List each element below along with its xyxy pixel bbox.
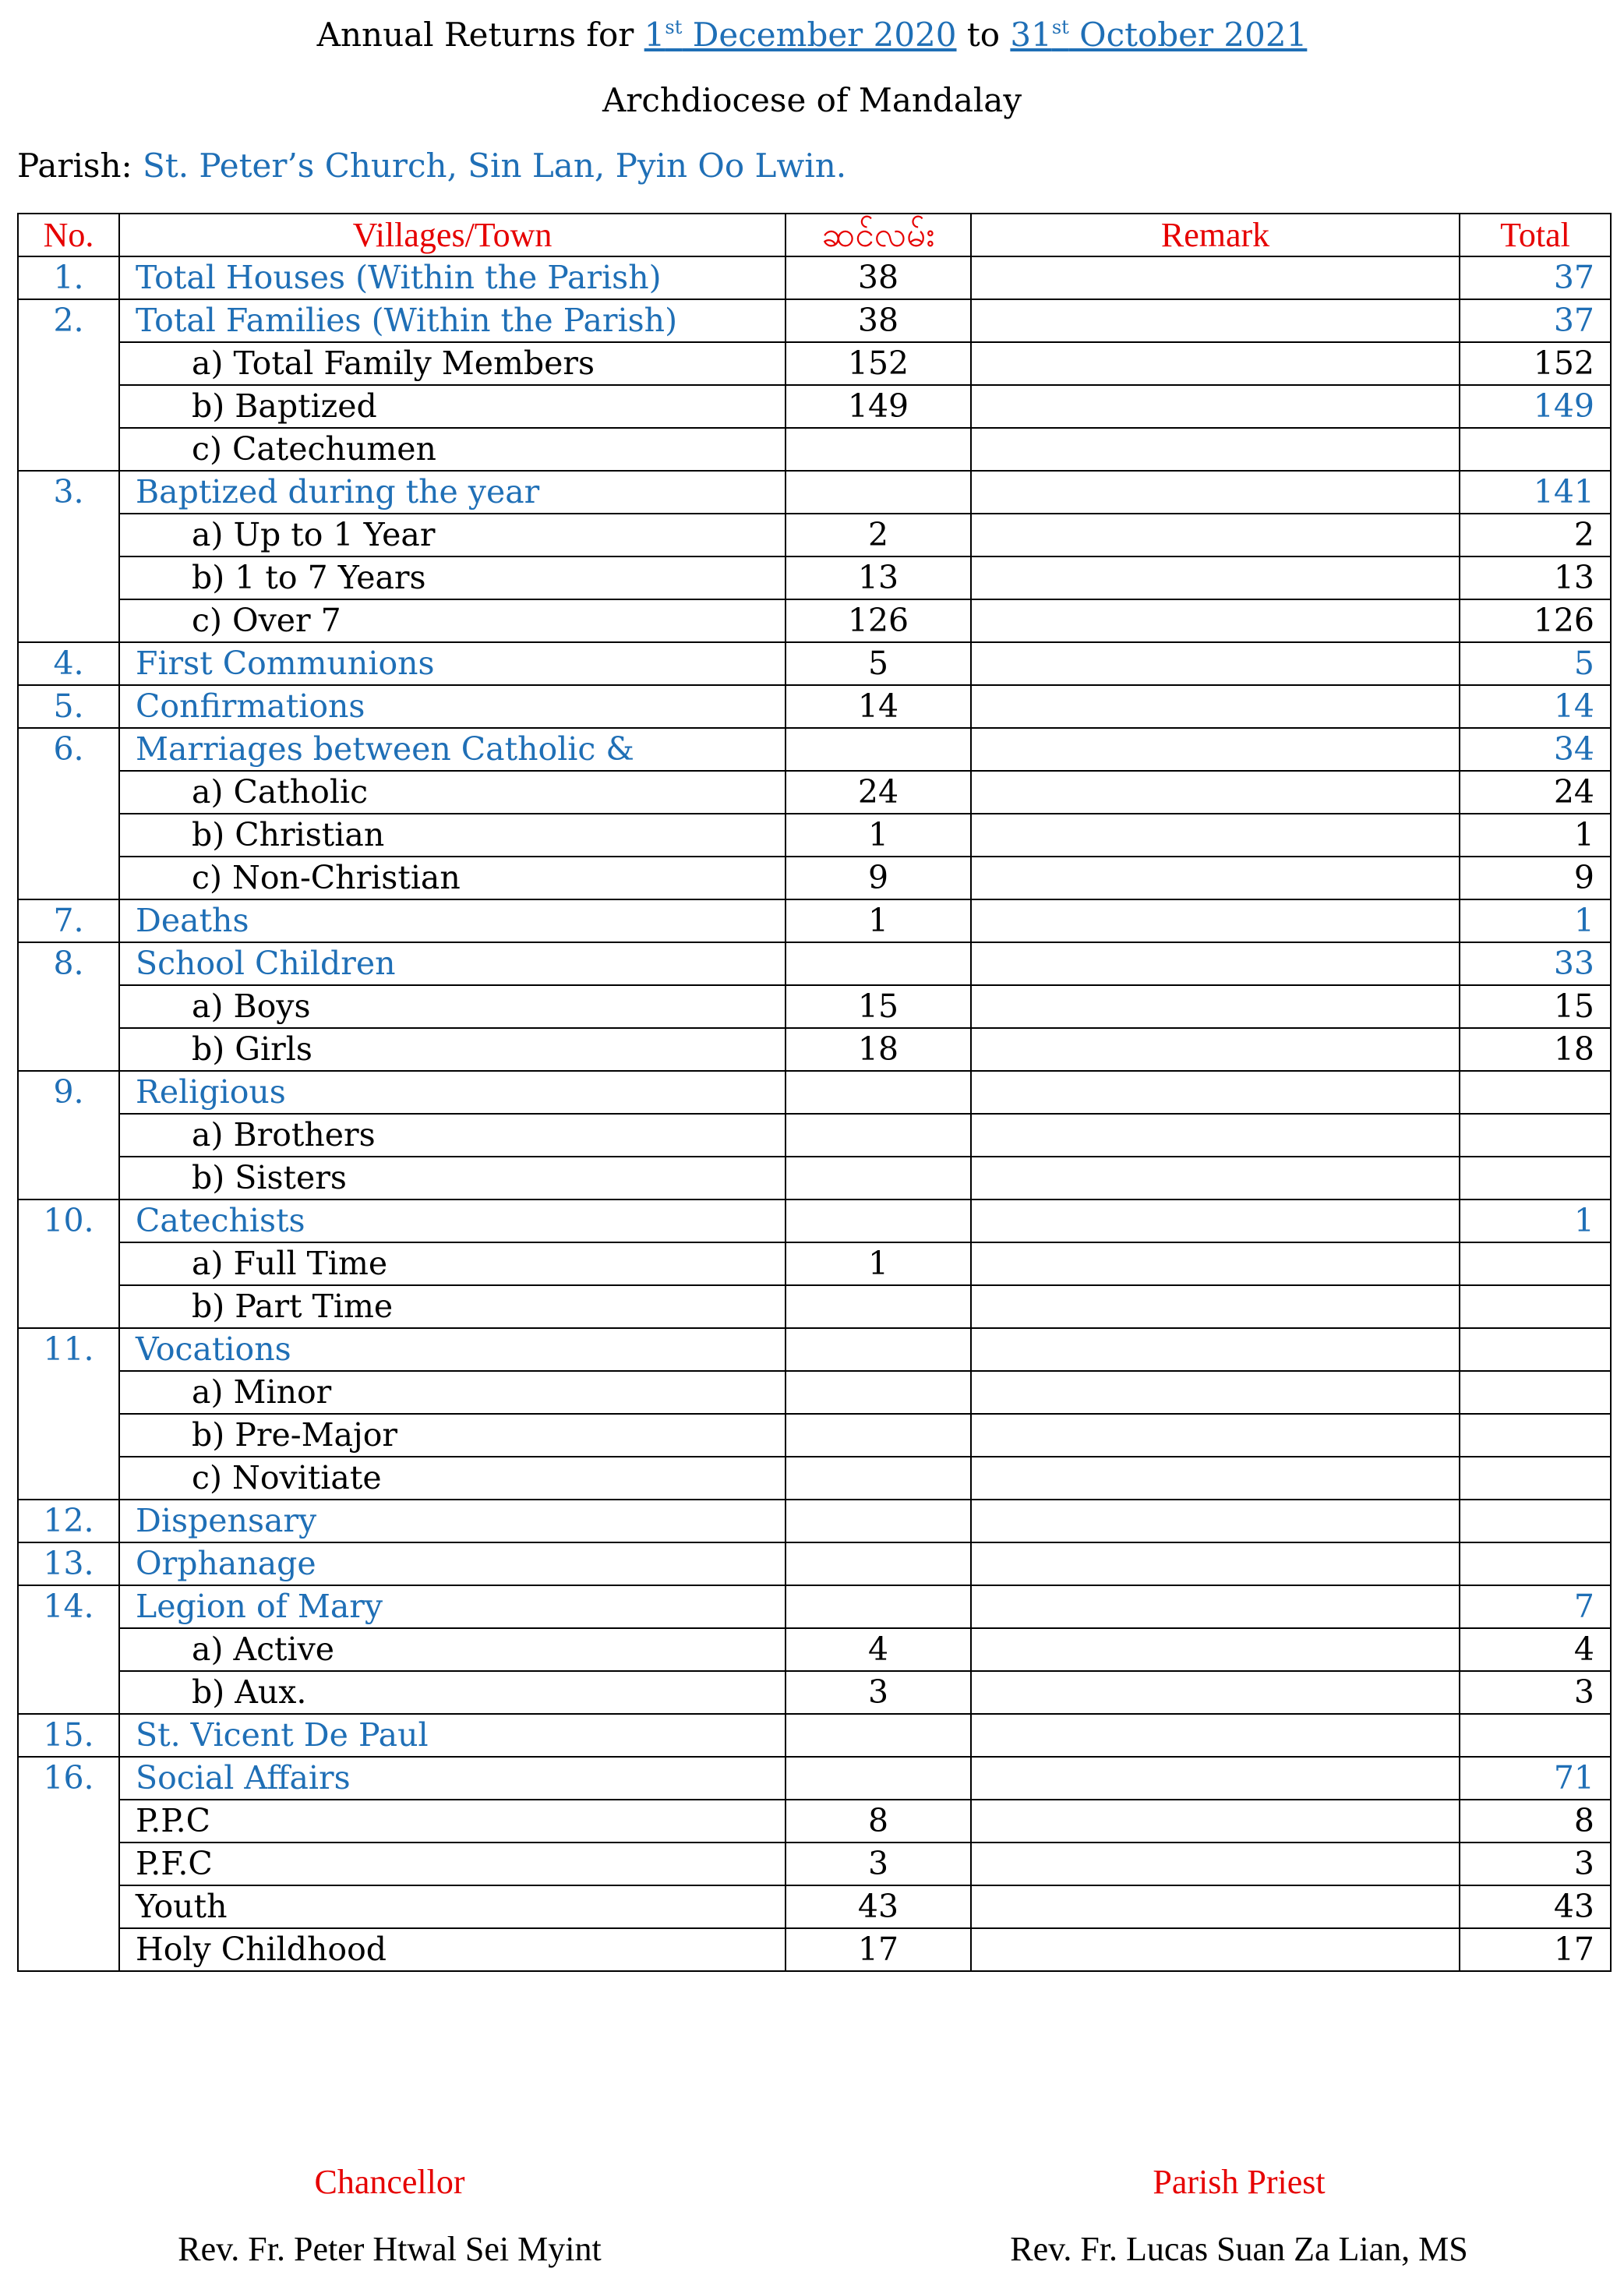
table-row: [18, 1157, 1611, 1199]
sin-lan-value: 15: [786, 985, 971, 1028]
remark-value: [971, 299, 1460, 342]
row-label: b) Girls: [119, 1028, 786, 1071]
remark-value: [971, 642, 1460, 685]
table-row: [18, 556, 1611, 599]
remark-value: [971, 1028, 1460, 1071]
row-label: a) Brothers: [119, 1114, 786, 1157]
row-label: c) Non-Christian: [119, 857, 786, 899]
total-value: 14: [1460, 685, 1611, 728]
row-number: 16.: [18, 1757, 119, 1971]
remark-value: [971, 1114, 1460, 1157]
table-body: [18, 256, 1611, 1971]
total-value: 24: [1460, 771, 1611, 814]
remark-value: [971, 1500, 1460, 1542]
table-row: [18, 1542, 1611, 1585]
remark-value: [971, 1928, 1460, 1971]
row-label: c) Over 7: [119, 599, 786, 642]
sin-lan-value: [786, 728, 971, 771]
row-number: 10.: [18, 1199, 119, 1328]
sin-lan-value: [786, 942, 971, 985]
sin-lan-value: 18: [786, 1028, 971, 1071]
row-label: Youth: [119, 1885, 786, 1928]
sin-lan-value: [786, 1414, 971, 1457]
total-value: 43: [1460, 1885, 1611, 1928]
table-row: [18, 256, 1611, 299]
archdiocese-name: Archdiocese of Mandalay: [602, 81, 1022, 119]
row-label: c) Catechumen: [119, 428, 786, 471]
table-row: [18, 1328, 1611, 1371]
total-value: [1460, 1157, 1611, 1199]
total-value: [1460, 1542, 1611, 1585]
table-row: [18, 1114, 1611, 1157]
parish-priest-role: Parish Priest: [1153, 2163, 1326, 2201]
sin-lan-value: [786, 1114, 971, 1157]
remark-value: [971, 1671, 1460, 1714]
row-label: b) Christian: [119, 814, 786, 857]
total-value: 33: [1460, 942, 1611, 985]
remark-value: [971, 1414, 1460, 1457]
total-value: 17: [1460, 1928, 1611, 1971]
row-label: Deaths: [119, 899, 786, 942]
row-label: Holy Childhood: [119, 1928, 786, 1971]
sin-lan-value: 9: [786, 857, 971, 899]
row-label: c) Novitiate: [119, 1457, 786, 1500]
col-header-no: No.: [18, 214, 119, 256]
row-label: School Children: [119, 942, 786, 985]
row-number: 7.: [18, 899, 119, 942]
total-value: 4: [1460, 1628, 1611, 1671]
col-header-remark: Remark: [971, 214, 1460, 256]
remark-value: [971, 1585, 1460, 1628]
total-value: 126: [1460, 599, 1611, 642]
remark-value: [971, 1199, 1460, 1242]
sin-lan-value: [786, 1199, 971, 1242]
remark-value: [971, 685, 1460, 728]
sin-lan-value: 5: [786, 642, 971, 685]
row-number: 12.: [18, 1500, 119, 1542]
remark-value: [971, 1071, 1460, 1114]
total-value: 1: [1460, 1199, 1611, 1242]
sin-lan-value: [786, 428, 971, 471]
remark-value: [971, 1285, 1460, 1328]
row-label: a) Catholic: [119, 771, 786, 814]
table-row: [18, 1800, 1611, 1843]
total-value: [1460, 1371, 1611, 1414]
sin-lan-value: 4: [786, 1628, 971, 1671]
row-number: 3.: [18, 471, 119, 642]
remark-value: [971, 256, 1460, 299]
total-value: 7: [1460, 1585, 1611, 1628]
total-value: 1: [1460, 814, 1611, 857]
table-row: [18, 1714, 1611, 1757]
col-header-total: Total: [1460, 214, 1611, 256]
sin-lan-value: 1: [786, 899, 971, 942]
sin-lan-value: [786, 1457, 971, 1500]
row-label: a) Total Family Members: [119, 342, 786, 385]
end-date-rest: October 2021: [1068, 16, 1308, 54]
end-day: 31: [1010, 16, 1052, 54]
total-value: [1460, 428, 1611, 471]
total-value: [1460, 1328, 1611, 1371]
total-value: [1460, 1414, 1611, 1457]
remark-value: [971, 985, 1460, 1028]
table-row: [18, 728, 1611, 771]
total-value: 141: [1460, 471, 1611, 514]
sin-lan-value: 13: [786, 556, 971, 599]
row-number: 11.: [18, 1328, 119, 1500]
row-number: 13.: [18, 1542, 119, 1585]
table-row: [18, 1928, 1611, 1971]
row-label: Dispensary: [119, 1500, 786, 1542]
sin-lan-value: 2: [786, 514, 971, 556]
total-value: 71: [1460, 1757, 1611, 1800]
title-mid: to: [956, 16, 1011, 54]
total-value: 149: [1460, 385, 1611, 428]
row-label: a) Full Time: [119, 1242, 786, 1285]
table-row: [18, 385, 1611, 428]
parish-label: Parish:: [17, 147, 132, 185]
table-row: [18, 428, 1611, 471]
remark-value: [971, 1157, 1460, 1199]
total-value: 152: [1460, 342, 1611, 385]
table-row: [18, 471, 1611, 514]
total-value: [1460, 1114, 1611, 1157]
sin-lan-value: [786, 1328, 971, 1371]
total-value: 1: [1460, 899, 1611, 942]
row-label: Total Houses (Within the Parish): [119, 256, 786, 299]
row-label: First Communions: [119, 642, 786, 685]
sin-lan-value: 43: [786, 1885, 971, 1928]
table-row: [18, 1199, 1611, 1242]
start-date: [644, 16, 957, 54]
sin-lan-value: 17: [786, 1928, 971, 1971]
total-value: [1460, 1285, 1611, 1328]
row-label: Total Families (Within the Parish): [119, 299, 786, 342]
start-day: 1: [644, 16, 665, 54]
title-prefix: Annual Returns for: [316, 16, 644, 54]
remark-value: [971, 1328, 1460, 1371]
row-label: Vocations: [119, 1328, 786, 1371]
parish-line: [17, 147, 847, 185]
table-row: [18, 1843, 1611, 1885]
table-row: [18, 1285, 1611, 1328]
remark-value: [971, 1843, 1460, 1885]
table-row: [18, 985, 1611, 1028]
table-row: [18, 1757, 1611, 1800]
total-value: [1460, 1457, 1611, 1500]
sin-lan-value: 8: [786, 1800, 971, 1843]
row-label: P.P.C: [119, 1800, 786, 1843]
sin-lan-value: 38: [786, 256, 971, 299]
remark-value: [971, 771, 1460, 814]
sin-lan-value: [786, 1071, 971, 1114]
total-value: 13: [1460, 556, 1611, 599]
total-value: 37: [1460, 256, 1611, 299]
row-label: a) Boys: [119, 985, 786, 1028]
sin-lan-value: 126: [786, 599, 971, 642]
total-value: 18: [1460, 1028, 1611, 1071]
sin-lan-value: [786, 1500, 971, 1542]
row-label: a) Up to 1 Year: [119, 514, 786, 556]
row-label: Confirmations: [119, 685, 786, 728]
chancellor-role: Chancellor: [314, 2163, 465, 2201]
total-value: [1460, 1500, 1611, 1542]
sin-lan-value: [786, 1585, 971, 1628]
table-row: [18, 1585, 1611, 1628]
total-value: [1460, 1242, 1611, 1285]
sin-lan-value: [786, 1285, 971, 1328]
remark-value: [971, 1371, 1460, 1414]
table-row: [18, 771, 1611, 814]
table-row: [18, 1414, 1611, 1457]
col-header-villages: Villages/Town: [119, 214, 786, 256]
row-number: 5.: [18, 685, 119, 728]
table-header-row: [18, 214, 1611, 256]
remark-value: [971, 428, 1460, 471]
total-value: [1460, 1714, 1611, 1757]
table-row: [18, 942, 1611, 985]
sin-lan-value: 3: [786, 1843, 971, 1885]
row-number: 4.: [18, 642, 119, 685]
remark-value: [971, 1242, 1460, 1285]
sin-lan-value: 1: [786, 814, 971, 857]
total-value: [1460, 1071, 1611, 1114]
row-label: Marriages between Catholic &: [119, 728, 786, 771]
table-row: [18, 899, 1611, 942]
row-label: P.F.C: [119, 1843, 786, 1885]
table-row: [18, 1671, 1611, 1714]
remark-value: [971, 857, 1460, 899]
table-row: [18, 1885, 1611, 1928]
sin-lan-value: 14: [786, 685, 971, 728]
remark-value: [971, 599, 1460, 642]
start-day-suffix: st: [665, 16, 683, 38]
row-label: b) Aux.: [119, 1671, 786, 1714]
remark-value: [971, 1628, 1460, 1671]
table-row: [18, 1371, 1611, 1414]
row-label: a) Active: [119, 1628, 786, 1671]
row-label: Religious: [119, 1071, 786, 1114]
row-label: b) Baptized: [119, 385, 786, 428]
sin-lan-value: [786, 1157, 971, 1199]
row-label: b) Pre-Major: [119, 1414, 786, 1457]
row-label: Orphanage: [119, 1542, 786, 1585]
row-number: 8.: [18, 942, 119, 1071]
sin-lan-value: 149: [786, 385, 971, 428]
start-date-rest: December 2020: [682, 16, 957, 54]
row-label: b) Sisters: [119, 1157, 786, 1199]
sin-lan-value: [786, 1714, 971, 1757]
total-value: 5: [1460, 642, 1611, 685]
remark-value: [971, 471, 1460, 514]
end-date: [1010, 16, 1307, 54]
remark-value: [971, 385, 1460, 428]
remark-value: [971, 942, 1460, 985]
row-number: 9.: [18, 1071, 119, 1199]
remark-value: [971, 514, 1460, 556]
remark-value: [971, 1542, 1460, 1585]
row-label: Catechists: [119, 1199, 786, 1242]
table-row: [18, 1071, 1611, 1114]
row-label: Legion of Mary: [119, 1585, 786, 1628]
annual-returns-table: [17, 213, 1612, 1972]
remark-value: [971, 1457, 1460, 1500]
row-label: Social Affairs: [119, 1757, 786, 1800]
total-value: 34: [1460, 728, 1611, 771]
end-day-suffix: st: [1051, 16, 1069, 38]
total-value: 8: [1460, 1800, 1611, 1843]
total-value: 3: [1460, 1671, 1611, 1714]
remark-value: [971, 1757, 1460, 1800]
row-number: 6.: [18, 728, 119, 899]
table-row: [18, 642, 1611, 685]
table-row: [18, 1500, 1611, 1542]
sin-lan-value: [786, 1542, 971, 1585]
total-value: 15: [1460, 985, 1611, 1028]
sin-lan-value: [786, 1757, 971, 1800]
table-row: [18, 299, 1611, 342]
remark-value: [971, 1714, 1460, 1757]
sin-lan-value: [786, 471, 971, 514]
table-row: [18, 1628, 1611, 1671]
sin-lan-value: 3: [786, 1671, 971, 1714]
sin-lan-value: [786, 1371, 971, 1414]
table-row: [18, 1242, 1611, 1285]
col-header-sin-lan: ဆင်လမ်း: [786, 214, 971, 256]
remark-value: [971, 342, 1460, 385]
chancellor-name: Rev. Fr. Peter Htwal Sei Myint: [178, 2230, 602, 2268]
remark-value: [971, 1885, 1460, 1928]
total-value: 9: [1460, 857, 1611, 899]
row-number: 14.: [18, 1585, 119, 1714]
table-row: [18, 1028, 1611, 1071]
sin-lan-value: 1: [786, 1242, 971, 1285]
table-row: [18, 1457, 1611, 1500]
remark-value: [971, 728, 1460, 771]
document-title: [0, 16, 1624, 54]
parish-priest-name: Rev. Fr. Lucas Suan Za Lian, MS: [1010, 2230, 1468, 2268]
table-row: [18, 342, 1611, 385]
parish-value: St. Peter’s Church, Sin Lan, Pyin Oo Lwin.: [143, 147, 847, 185]
sin-lan-value: 38: [786, 299, 971, 342]
row-number: 2.: [18, 299, 119, 471]
row-label: a) Minor: [119, 1371, 786, 1414]
remark-value: [971, 1800, 1460, 1843]
row-number: 1.: [18, 256, 119, 299]
row-label: Baptized during the year: [119, 471, 786, 514]
table-row: [18, 599, 1611, 642]
table-row: [18, 814, 1611, 857]
row-label: b) Part Time: [119, 1285, 786, 1328]
remark-value: [971, 899, 1460, 942]
row-label: b) 1 to 7 Years: [119, 556, 786, 599]
row-number: 15.: [18, 1714, 119, 1757]
row-label: St. Vicent De Paul: [119, 1714, 786, 1757]
sin-lan-value: 24: [786, 771, 971, 814]
remark-value: [971, 556, 1460, 599]
total-value: 37: [1460, 299, 1611, 342]
table-row: [18, 685, 1611, 728]
table-row: [18, 514, 1611, 556]
total-value: 3: [1460, 1843, 1611, 1885]
remark-value: [971, 814, 1460, 857]
total-value: 2: [1460, 514, 1611, 556]
table-row: [18, 857, 1611, 899]
sin-lan-value: 152: [786, 342, 971, 385]
